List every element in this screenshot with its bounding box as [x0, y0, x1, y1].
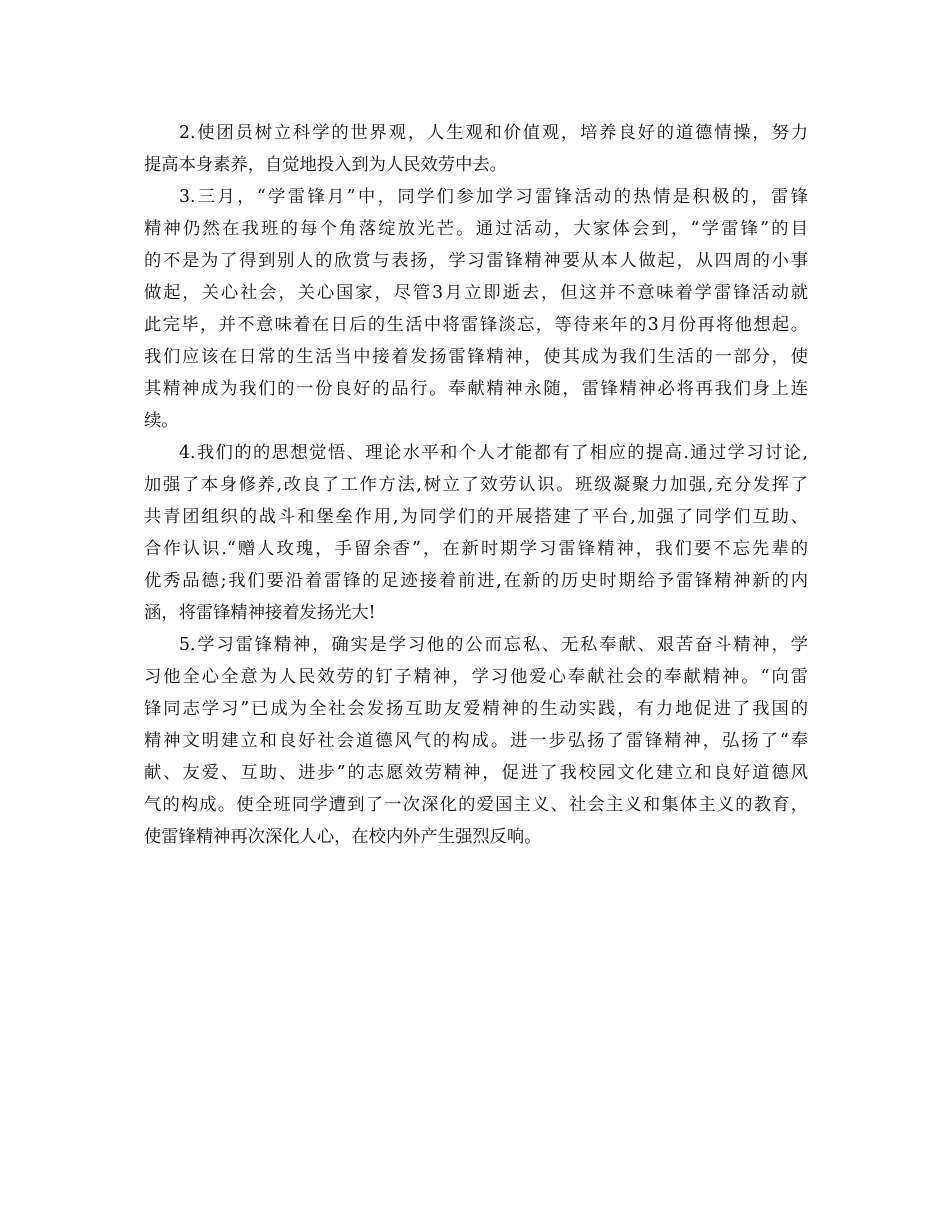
text-line: 续。 — [144, 411, 179, 431]
text-line: 我们应该在日常的生活当中接着发扬雷锋精神，使其成为我们生活的一部分，使 — [144, 347, 808, 367]
text-line: 2.使团员树立科学的世界观，人生观和价值观，培养良好的道德情操，努力 — [179, 123, 808, 143]
paragraph-4 — [144, 437, 808, 629]
text-line: 4.我们的的思想觉悟、理论水平和个人才能都有了相应的提高.通过学习讨论, — [179, 443, 808, 463]
paragraph-5 — [144, 629, 808, 853]
text-line: 精神文明建立和良好社会道德风气的构成。进一步弘扬了雷锋精神，弘扬了“奉 — [144, 731, 808, 751]
text-line: 使雷锋精神再次深化人心，在校内外产生强烈反响。 — [144, 827, 542, 847]
text-line: 涵，将雷锋精神接着发扬光大! — [144, 603, 376, 623]
text-line: 精神仍然在我班的每个角落绽放光芒。通过活动，大家体会到，“学雷锋”的目 — [144, 219, 808, 239]
text-line: 5.学习雷锋精神，确实是学习他的公而忘私、无私奉献、艰苦奋斗精神，学 — [179, 635, 808, 655]
text-line: 合作认识.“赠人玫瑰，手留余香”，在新时期学习雷锋精神，我们要不忘先辈的 — [144, 539, 808, 559]
text-line: 气的构成。使全班同学遭到了一次深化的爱国主义、社会主义和集体主义的教育， — [144, 795, 808, 815]
text-line: 做起，关心社会，关心国家，尽管3月立即逝去，但这并不意味着学雷锋活动就 — [144, 283, 808, 303]
paragraph-3 — [144, 181, 808, 437]
text-line: 提高本身素养，自觉地投入到为人民效劳中去。 — [144, 155, 507, 175]
text-line: 优秀品德;我们要沿着雷锋的足迹接着前进,在新的历史时期给予雷锋精神新的内 — [144, 571, 808, 591]
text-line: 献、友爱、互助、进步”的志愿效劳精神，促进了我校园文化建立和良好道德风 — [144, 763, 808, 783]
text-line: 习他全心全意为人民效劳的钉子精神，学习他爱心奉献社会的奉献精神。“向雷 — [144, 667, 808, 687]
text-line: 3.三月，“学雷锋月”中，同学们参加学习雷锋活动的热情是积极的，雷锋 — [179, 187, 808, 207]
text-line: 加强了本身修养,改良了工作方法,树立了效劳认识。班级凝聚力加强,充分发挥了 — [144, 475, 808, 495]
text-line: 共青团组织的战斗和堡垒作用,为同学们的开展搭建了平台,加强了同学们互助、 — [144, 507, 808, 527]
text-line: 的不是为了得到别人的欣赏与表扬，学习雷锋精神要从本人做起，从四周的小事 — [144, 251, 808, 271]
text-line: 此完毕，并不意味着在日后的生活中将雷锋淡忘，等待来年的3月份再将他想起。 — [144, 315, 808, 335]
text-line: 锋同志学习”已成为全社会发扬互助友爱精神的生动实践，有力地促进了我国的 — [144, 699, 808, 719]
document-body — [144, 117, 808, 853]
text-line: 其精神成为我们的一份良好的品行。奉献精神永随，雷锋精神必将再我们身上连 — [144, 379, 808, 399]
paragraph-2 — [144, 117, 808, 181]
